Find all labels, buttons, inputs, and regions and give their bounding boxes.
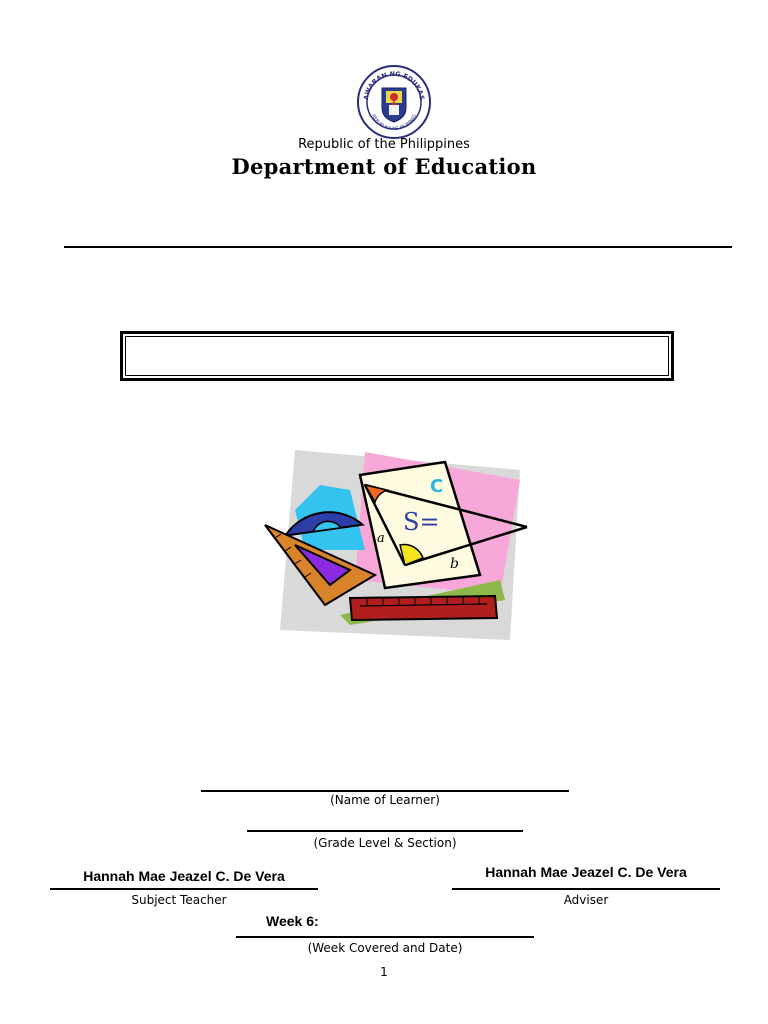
adviser-line	[452, 888, 720, 890]
republic-heading: Republic of the Philippines	[298, 137, 470, 152]
week-label: Week 6:	[266, 913, 319, 929]
deped-seal	[356, 64, 432, 140]
seal-bottom-text: REPUBLIKA NG PILIPINAS	[370, 113, 418, 133]
clipart-letter-c: C	[430, 476, 444, 497]
page-number: 1	[380, 965, 388, 979]
seal-top-text: AWARAN NG EDUKAS	[362, 69, 426, 101]
week-line[interactable]	[236, 936, 534, 938]
adviser-caption: Adviser	[563, 893, 609, 907]
module-title-box	[120, 331, 674, 381]
grade-caption: (Grade Level & Section)	[313, 836, 457, 850]
clipart-letter-b: b	[450, 556, 459, 572]
teacher-name: Hannah Mae Jeazel C. De Vera	[83, 868, 285, 884]
clipart-letter-a: a	[377, 531, 385, 546]
grade-section-line[interactable]	[247, 830, 523, 832]
department-heading: Department of Education	[231, 154, 537, 179]
learner-caption: (Name of Learner)	[330, 793, 440, 807]
teacher-caption: Subject Teacher	[131, 893, 227, 907]
clipart-letter-s: S=	[403, 508, 440, 536]
module-title-inner	[125, 336, 669, 376]
week-caption: (Week Covered and Date)	[307, 941, 463, 955]
header-divider	[64, 246, 732, 248]
teacher-line	[50, 888, 318, 890]
learner-name-line[interactable]	[201, 790, 569, 792]
geometry-clipart	[255, 430, 535, 645]
adviser-name: Hannah Mae Jeazel C. De Vera	[485, 864, 687, 880]
